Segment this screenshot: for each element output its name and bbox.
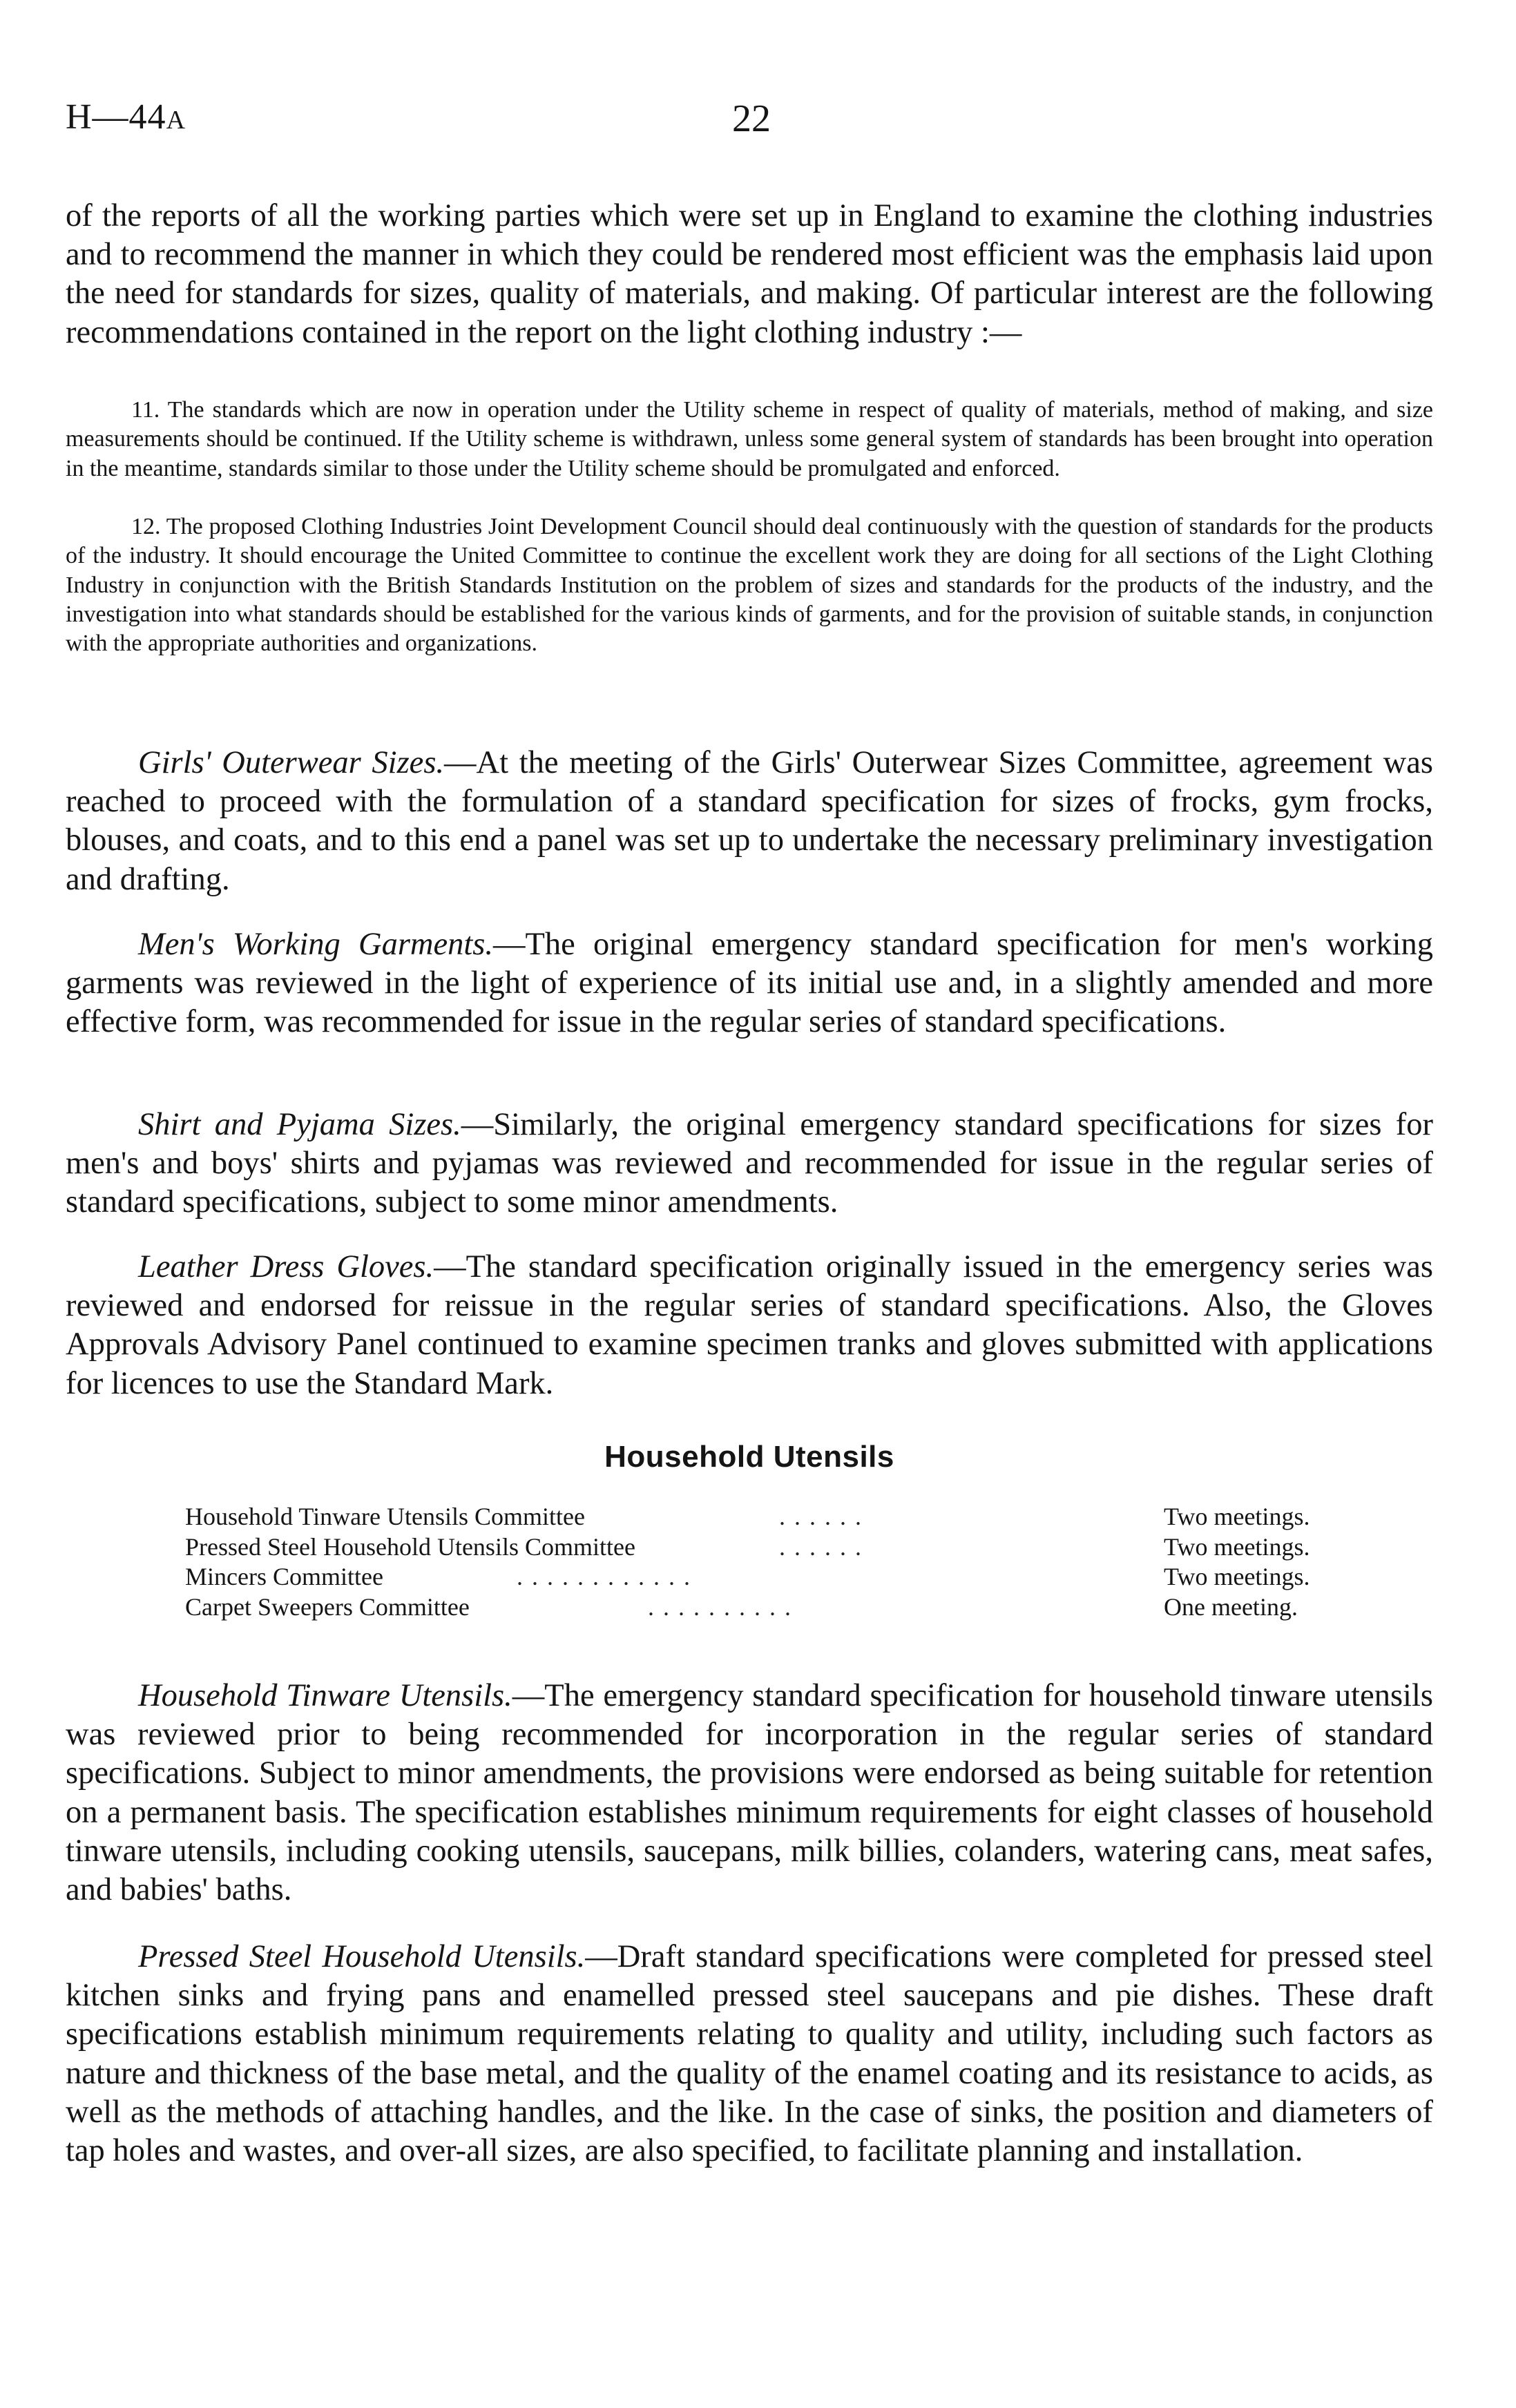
girls-outerwear-heading: Girls' Outerwear Sizes. (138, 745, 445, 780)
dot-leaders: . . . . . . . . . . (648, 1592, 792, 1621)
page-header (66, 97, 1433, 152)
document-reference-main: H—44 (66, 97, 166, 137)
pressed-steel-heading: Pressed Steel Household Utensils. (138, 1939, 586, 1974)
girls-outerwear-paragraph (66, 744, 1433, 899)
committee-list (185, 1502, 1363, 1622)
household-tinware-paragraph (66, 1677, 1433, 1909)
committee-meetings: Two meetings. (1164, 1532, 1310, 1561)
committee-row (185, 1532, 1363, 1563)
mens-working-garments-paragraph (66, 925, 1433, 1042)
leather-gloves-heading: Leather Dress Gloves. (138, 1249, 434, 1284)
committee-meetings: One meeting. (1164, 1592, 1298, 1621)
committee-meetings: Two meetings. (1164, 1503, 1310, 1530)
committee-row (185, 1562, 1363, 1592)
document-reference-suffix: A (166, 106, 186, 135)
dot-leaders: . . . . . . (779, 1503, 863, 1530)
recommendation-11: 11. The standards which are now in operation under the Utility scheme in respect of quality of materials, method of making, and size measurements should be continued. If the Utility scheme is withdrawn, unless some general system of standards has been brought into operation in the meantime, standards similar to those under the Utility scheme should be promulgated and enforced. (66, 397, 1433, 481)
committee-name: Pressed Steel Household Utensils Committee (185, 1532, 635, 1561)
committee-name: Carpet Sweepers Committee (185, 1592, 470, 1621)
committee-row (185, 1502, 1363, 1532)
leather-gloves-text: —The standard specification originally issued in the emergency series was reviewed and endorsed for reissue in the regular series of standard specifications. Also, the Gloves Approvals Advisory Panel continued to examine specimen tranks and gloves submitted with applications for licences to use the Standard Mark. (66, 1249, 1433, 1401)
pressed-steel-text: —Draft standard specifications were completed for pressed steel kitchen sinks and frying pans and enamelled pressed steel saucepans and pie dishes. These draft specifications establish minimum requirements relating to quality and utility, including such factors as nature and thickness of the base metal, and the quality of the enamel coating and its resistance to acids, as well as the methods of attaching handles, and the like. In the case of sinks, the position and diameters of tap holes and wastes, and over-all sizes, are also specified, to facilitate planning and installation. (66, 1939, 1433, 2169)
leather-gloves-paragraph (66, 1248, 1433, 1403)
shirt-pyjama-heading: Shirt and Pyjama Sizes. (138, 1107, 461, 1142)
shirt-pyjama-paragraph (66, 1106, 1433, 1222)
household-tinware-text: —The emergency standard specification for household tinware utensils was reviewed prior to being recommended for incorporation in the regular series of standard specifications. Subject to minor amendments, the provisions were endorsed as being suitable for retention on a permanent basis. The specification establishes minimum requirements for eight classes of household tinware utensils, including cooking utensils, saucepans, milk billies, colanders, watering cans, meat safes, and babies' baths. (66, 1678, 1433, 1908)
pressed-steel-paragraph (66, 1938, 1433, 2170)
girls-outerwear-text: —At the meeting of the Girls' Outerwear Sizes Committee, agreement was reached to proceed with the formulation of a standard specification for sizes of frocks, gym frocks, blouses, and coats, and to this end a panel was set up to undertake the necessary preliminary investigation and drafting. (66, 745, 1433, 897)
dot-leaders: . . . . . . . . . . . . (517, 1563, 691, 1590)
mens-working-garments-text: —The original emergency standard specification for men's working garments was reviewed in the light of experience of its initial use and, in a slightly amended and more effective form, was recommended for issue in the regular series of standard specifications. (66, 927, 1433, 1040)
dot-leaders: . . . . . . (779, 1532, 863, 1561)
document-reference (66, 97, 186, 137)
committee-meetings: Two meetings. (1164, 1563, 1310, 1590)
mens-working-garments-heading: Men's Working Garments. (138, 927, 494, 962)
page-number: 22 (732, 97, 771, 140)
shirt-pyjama-text: —Similarly, the original emergency standard specifications for sizes for men's and boys' shirts and pyjamas was reviewed and recommended for issue in the regular series of standard specifications, subject to some minor amendments. (66, 1107, 1433, 1220)
intro-paragraph: of the reports of all the working parties which were set up in England to examine the clothing industries and to recommend the manner in which they could be rendered most efficient was the emphasis laid upon the need for standards for sizes, quality of materials, and making. Of particular interest are the following recommendations contained in the report on the light clothing industry :— (66, 198, 1433, 350)
household-tinware-heading: Household Tinware Utensils. (138, 1678, 512, 1713)
committee-row (185, 1592, 1363, 1623)
committee-name: Mincers Committee (185, 1563, 383, 1590)
recommendation-12: 12. The proposed Clothing Industries Joint Development Council should deal continuously with the question of standards for the products of the industry. It should encourage the United Committee to continue the excellent work they are doing for all sections of the Light Clothing Industry in conjunction with the British Standards Institution on the problem of sizes and standards for the products of the industry, and the investigation into what standards should be established for the various kinds of garments, and for the provision of suitable stands, in conjunction with the appropriate authorities and organizations. (66, 514, 1433, 657)
household-utensils-heading: Household Utensils (604, 1440, 894, 1474)
committee-name: Household Tinware Utensils Committee (185, 1503, 585, 1530)
